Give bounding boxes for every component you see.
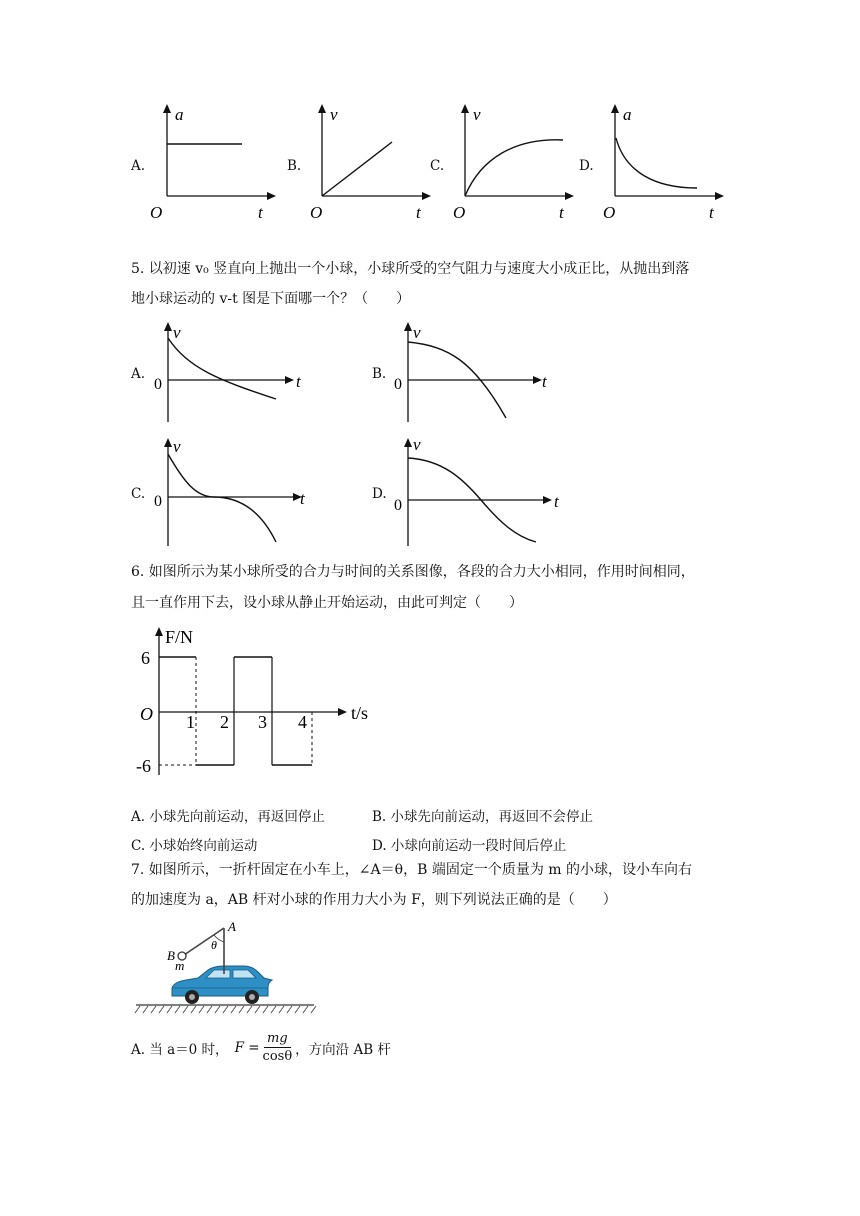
- q6-y-label: F/N: [165, 627, 194, 647]
- q6-option-c: C. 小球始终向前运动: [131, 838, 258, 854]
- q7-option-a: [131, 1031, 391, 1064]
- q4-option-d-label: D.: [579, 158, 594, 174]
- q4b-origin: O: [310, 203, 323, 222]
- q4-option-c-label: C.: [430, 158, 445, 174]
- q7-option-a-suffix: ，方向沿 AB 杆: [295, 1041, 391, 1058]
- q6-x-label: t/s: [351, 703, 369, 723]
- q4-graph-b: [300, 100, 435, 225]
- q6-force-time-graph: [135, 620, 385, 780]
- q7-car-figure: [134, 918, 324, 1018]
- q4-option-a-label: A.: [131, 158, 146, 174]
- q4-graph-c: [443, 100, 578, 225]
- q4c-x-label: t: [559, 203, 564, 222]
- q6-origin: O: [140, 704, 153, 724]
- q5-graph-c: [148, 434, 310, 550]
- q7-option-a-prefix: A. 当 a＝0 时，: [131, 1041, 229, 1058]
- q5-stem-line1: 5. 以初速 v₀ 竖直向上抛出一个小球，小球所受的空气阻力与速度大小成正比，从抛出到落: [131, 261, 690, 277]
- q7-label-a: A: [228, 919, 236, 934]
- q5b-y-label: v: [413, 323, 421, 342]
- q6-x-tick-2: 2: [220, 712, 229, 732]
- q4a-x-label: t: [258, 203, 263, 222]
- q5a-y-label: v: [173, 323, 181, 342]
- q5-graph-a: [148, 318, 310, 426]
- q6-stem-line1: 6. 如图所示为某小球所受的合力与时间的关系图像，各段的合力大小相同，作用时间相同，: [131, 564, 695, 580]
- q5-option-c-label: C.: [131, 486, 146, 502]
- q6-option-a: A. 小球先向前运动，再返回停止: [131, 809, 325, 825]
- q4c-y-label: v: [473, 105, 481, 124]
- q5c-y-label: v: [173, 437, 181, 456]
- q7-fraction-numerator: mg: [264, 1031, 291, 1048]
- q5d-origin: 0: [394, 497, 402, 514]
- q5a-x-label: t: [296, 372, 301, 391]
- q5c-origin: 0: [154, 493, 162, 510]
- q7-label-m: m: [175, 958, 185, 973]
- q6-x-tick-3: 3: [258, 712, 267, 732]
- q4b-x-label: t: [416, 203, 421, 222]
- q7-label-theta: θ: [211, 938, 217, 952]
- q4d-origin: O: [603, 203, 616, 222]
- q6-y-tick-neg6: -6: [136, 756, 151, 776]
- q4c-origin: O: [453, 203, 466, 222]
- q4d-y-label: a: [623, 105, 632, 124]
- q4-graph-d: [593, 100, 728, 225]
- q7-stem-line2: 的加速度为 a，AB 杆对小球的作用力大小为 F，则下列说法正确的是（ ）: [131, 892, 617, 908]
- q4a-y-label: a: [175, 105, 184, 124]
- q5-option-b-label: B.: [372, 366, 387, 382]
- q4-option-b-label: B.: [287, 158, 302, 174]
- q7-option-a-lhs: F =: [234, 1039, 260, 1056]
- q5a-origin: 0: [154, 376, 162, 393]
- q5-graph-d: [388, 434, 568, 550]
- q4d-x-label: t: [709, 203, 714, 222]
- q5b-origin: 0: [394, 376, 402, 393]
- q6-y-tick-6: 6: [141, 648, 150, 668]
- q5-option-a-label: A.: [131, 366, 146, 382]
- q7-fraction-denominator: cosθ: [262, 1049, 293, 1064]
- q6-x-tick-4: 4: [298, 712, 307, 732]
- q6-stem-line2: 且一直作用下去，设小球从静止开始运动，由此可判定（ ）: [131, 595, 523, 611]
- q7-option-a-fraction: [263, 1031, 293, 1064]
- q7-stem-line1: 7. 如图所示，一折杆固定在小车上，∠A＝θ，B 端固定一个质量为 m 的小球，设小车向右: [131, 862, 692, 878]
- q5d-y-label: v: [413, 435, 421, 454]
- q5d-x-label: t: [554, 492, 559, 511]
- q5b-x-label: t: [542, 372, 547, 391]
- q7-label-b: B: [167, 948, 175, 963]
- q5-graph-b: [388, 318, 550, 426]
- q6-option-d: D. 小球向前运动一段时间后停止: [372, 838, 567, 854]
- q4b-y-label: v: [330, 105, 338, 124]
- q4a-origin: O: [150, 203, 163, 222]
- q6-x-tick-1: 1: [186, 712, 195, 732]
- q6-option-b: B. 小球先向前运动，再返回不会停止: [372, 809, 594, 825]
- q5-stem-line2: 地小球运动的 v-t 图是下面哪一个？（ ）: [131, 291, 411, 307]
- q5-option-d-label: D.: [372, 486, 387, 502]
- q4-graph-a: [145, 100, 280, 225]
- q5c-x-label: t: [300, 489, 305, 508]
